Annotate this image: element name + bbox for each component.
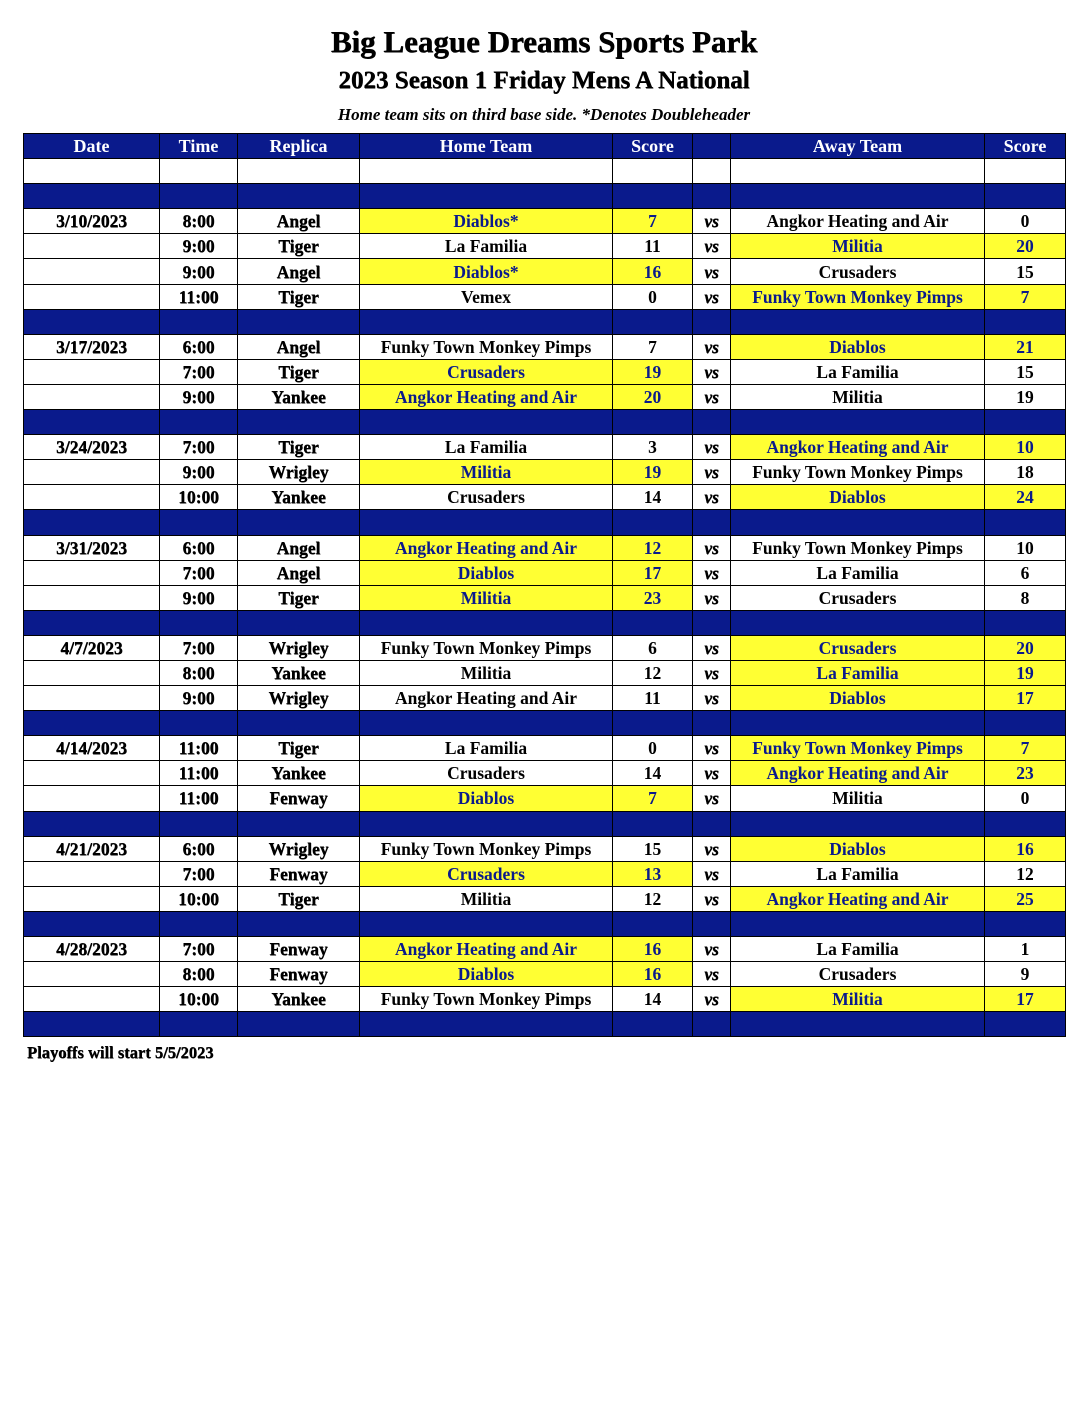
game-replica: Yankee bbox=[238, 660, 360, 685]
away-score: 1 bbox=[985, 937, 1066, 962]
away-score: 15 bbox=[985, 259, 1066, 284]
game-date: 3/24/2023 bbox=[24, 435, 160, 460]
separator-row bbox=[24, 309, 1066, 334]
home-score: 16 bbox=[613, 259, 693, 284]
vs-label: vs bbox=[693, 435, 731, 460]
home-team: Funky Town Monkey Pimps bbox=[360, 635, 613, 660]
home-score: 12 bbox=[613, 660, 693, 685]
game-date bbox=[24, 987, 160, 1012]
away-team: Diablos bbox=[731, 334, 985, 359]
table-row bbox=[24, 284, 1066, 309]
game-date: 3/31/2023 bbox=[24, 535, 160, 560]
away-team: Militia bbox=[731, 234, 985, 259]
game-replica: Yankee bbox=[238, 485, 360, 510]
home-team: Crusaders bbox=[360, 761, 613, 786]
away-team: Angkor Heating and Air bbox=[731, 209, 985, 234]
home-team: Militia bbox=[360, 460, 613, 485]
away-score: 24 bbox=[985, 485, 1066, 510]
away-team: Militia bbox=[731, 987, 985, 1012]
home-team: Angkor Heating and Air bbox=[360, 535, 613, 560]
separator-row bbox=[24, 610, 1066, 635]
table-row bbox=[24, 761, 1066, 786]
away-team: La Familia bbox=[731, 937, 985, 962]
vs-label: vs bbox=[693, 585, 731, 610]
game-replica: Tiger bbox=[238, 585, 360, 610]
separator-row bbox=[24, 510, 1066, 535]
away-team: Diablos bbox=[731, 686, 985, 711]
away-score: 23 bbox=[985, 761, 1066, 786]
home-score: 3 bbox=[613, 435, 693, 460]
page-title: Big League Dreams Sports Park bbox=[330, 24, 758, 59]
away-score: 0 bbox=[985, 209, 1066, 234]
game-time: 8:00 bbox=[160, 209, 238, 234]
game-date bbox=[24, 560, 160, 585]
game-time: 9:00 bbox=[160, 460, 238, 485]
separator-row bbox=[24, 410, 1066, 435]
vs-label: vs bbox=[693, 761, 731, 786]
away-score: 25 bbox=[985, 886, 1066, 911]
game-date bbox=[24, 284, 160, 309]
home-team: Crusaders bbox=[360, 485, 613, 510]
col-header-time: Time bbox=[160, 134, 238, 159]
game-time: 8:00 bbox=[160, 962, 238, 987]
game-replica: Fenway bbox=[238, 937, 360, 962]
game-time: 11:00 bbox=[160, 761, 238, 786]
vs-label: vs bbox=[693, 836, 731, 861]
game-date bbox=[24, 786, 160, 811]
table-row bbox=[24, 209, 1066, 234]
table-row bbox=[24, 334, 1066, 359]
col-header-date: Date bbox=[24, 134, 160, 159]
home-team: Crusaders bbox=[360, 359, 613, 384]
home-score: 17 bbox=[613, 560, 693, 585]
vs-label: vs bbox=[693, 384, 731, 409]
game-replica: Tiger bbox=[238, 886, 360, 911]
away-team: Crusaders bbox=[731, 962, 985, 987]
schedule-note: Home team sits on third base side. *Denotes Doubleheader bbox=[337, 105, 751, 124]
home-team: La Familia bbox=[360, 234, 613, 259]
game-date: 3/17/2023 bbox=[24, 334, 160, 359]
game-time: 7:00 bbox=[160, 937, 238, 962]
game-replica: Yankee bbox=[238, 384, 360, 409]
vs-label: vs bbox=[693, 234, 731, 259]
home-team: Diablos bbox=[360, 560, 613, 585]
away-team: Diablos bbox=[731, 836, 985, 861]
home-team: Vemex bbox=[360, 284, 613, 309]
game-date bbox=[24, 259, 160, 284]
table-row bbox=[24, 435, 1066, 460]
game-replica: Angel bbox=[238, 259, 360, 284]
blank-row bbox=[24, 159, 1066, 184]
home-team: Funky Town Monkey Pimps bbox=[360, 987, 613, 1012]
game-time: 11:00 bbox=[160, 736, 238, 761]
game-date bbox=[24, 861, 160, 886]
away-score: 20 bbox=[985, 635, 1066, 660]
vs-label: vs bbox=[693, 560, 731, 585]
game-time: 11:00 bbox=[160, 786, 238, 811]
game-date: 4/7/2023 bbox=[24, 635, 160, 660]
col-header-away-team: Away Team bbox=[731, 134, 985, 159]
game-time: 7:00 bbox=[160, 861, 238, 886]
away-team: Militia bbox=[731, 384, 985, 409]
home-score: 13 bbox=[613, 861, 693, 886]
game-replica: Wrigley bbox=[238, 836, 360, 861]
table-row bbox=[24, 736, 1066, 761]
away-score: 7 bbox=[985, 284, 1066, 309]
game-time: 10:00 bbox=[160, 987, 238, 1012]
game-replica: Tiger bbox=[238, 234, 360, 259]
game-date bbox=[24, 686, 160, 711]
page-subtitle: 2023 Season 1 Friday Mens A National bbox=[338, 67, 750, 94]
home-team: La Familia bbox=[360, 435, 613, 460]
table-header-row bbox=[24, 134, 1066, 159]
game-replica: Fenway bbox=[238, 962, 360, 987]
away-score: 19 bbox=[985, 660, 1066, 685]
vs-label: vs bbox=[693, 485, 731, 510]
game-time: 6:00 bbox=[160, 334, 238, 359]
home-team: Militia bbox=[360, 660, 613, 685]
schedule-body bbox=[24, 159, 1066, 1037]
game-replica: Wrigley bbox=[238, 460, 360, 485]
game-replica: Tiger bbox=[238, 435, 360, 460]
table-row bbox=[24, 535, 1066, 560]
game-time: 9:00 bbox=[160, 234, 238, 259]
away-score: 0 bbox=[985, 786, 1066, 811]
home-score: 16 bbox=[613, 962, 693, 987]
game-date bbox=[24, 660, 160, 685]
separator-row bbox=[24, 1012, 1066, 1037]
away-score: 9 bbox=[985, 962, 1066, 987]
game-time: 6:00 bbox=[160, 535, 238, 560]
vs-label: vs bbox=[693, 660, 731, 685]
home-team: Angkor Heating and Air bbox=[360, 384, 613, 409]
game-date bbox=[24, 234, 160, 259]
away-team: Militia bbox=[731, 786, 985, 811]
game-time: 7:00 bbox=[160, 560, 238, 585]
table-row bbox=[24, 861, 1066, 886]
home-score: 16 bbox=[613, 937, 693, 962]
away-team: Angkor Heating and Air bbox=[731, 886, 985, 911]
table-row bbox=[24, 635, 1066, 660]
vs-label: vs bbox=[693, 284, 731, 309]
home-team: Militia bbox=[360, 886, 613, 911]
table-row bbox=[24, 384, 1066, 409]
home-score: 14 bbox=[613, 987, 693, 1012]
separator-row bbox=[24, 811, 1066, 836]
game-date bbox=[24, 384, 160, 409]
away-score: 17 bbox=[985, 987, 1066, 1012]
away-score: 8 bbox=[985, 585, 1066, 610]
table-row bbox=[24, 962, 1066, 987]
away-score: 20 bbox=[985, 234, 1066, 259]
vs-label: vs bbox=[693, 736, 731, 761]
vs-label: vs bbox=[693, 535, 731, 560]
vs-label: vs bbox=[693, 962, 731, 987]
vs-label: vs bbox=[693, 359, 731, 384]
game-date bbox=[24, 761, 160, 786]
game-date: 4/21/2023 bbox=[24, 836, 160, 861]
home-score: 14 bbox=[613, 485, 693, 510]
game-replica: Fenway bbox=[238, 786, 360, 811]
vs-label: vs bbox=[693, 460, 731, 485]
home-score: 12 bbox=[613, 886, 693, 911]
game-replica: Fenway bbox=[238, 861, 360, 886]
col-header-replica: Replica bbox=[238, 134, 360, 159]
table-row bbox=[24, 460, 1066, 485]
game-replica: Angel bbox=[238, 334, 360, 359]
separator-row bbox=[24, 184, 1066, 209]
away-score: 6 bbox=[985, 560, 1066, 585]
game-date bbox=[24, 359, 160, 384]
game-time: 9:00 bbox=[160, 384, 238, 409]
game-time: 10:00 bbox=[160, 485, 238, 510]
vs-label: vs bbox=[693, 786, 731, 811]
away-team: Funky Town Monkey Pimps bbox=[731, 736, 985, 761]
home-score: 7 bbox=[613, 209, 693, 234]
game-date bbox=[24, 585, 160, 610]
vs-label: vs bbox=[693, 259, 731, 284]
home-team: Diablos bbox=[360, 962, 613, 987]
away-score: 17 bbox=[985, 686, 1066, 711]
game-date bbox=[24, 460, 160, 485]
home-score: 23 bbox=[613, 585, 693, 610]
home-score: 14 bbox=[613, 761, 693, 786]
col-header-vs bbox=[693, 134, 731, 159]
col-header-home-team: Home Team bbox=[360, 134, 613, 159]
game-date bbox=[24, 886, 160, 911]
vs-label: vs bbox=[693, 886, 731, 911]
away-score: 10 bbox=[985, 435, 1066, 460]
game-replica: Angel bbox=[238, 535, 360, 560]
away-team: Funky Town Monkey Pimps bbox=[731, 535, 985, 560]
home-score: 11 bbox=[613, 686, 693, 711]
home-score: 6 bbox=[613, 635, 693, 660]
away-score: 19 bbox=[985, 384, 1066, 409]
home-team: Funky Town Monkey Pimps bbox=[360, 334, 613, 359]
game-date: 4/28/2023 bbox=[24, 937, 160, 962]
away-team: La Familia bbox=[731, 660, 985, 685]
game-time: 9:00 bbox=[160, 686, 238, 711]
table-row bbox=[24, 886, 1066, 911]
game-replica: Angel bbox=[238, 560, 360, 585]
separator-row bbox=[24, 911, 1066, 936]
away-score: 7 bbox=[985, 736, 1066, 761]
away-team: Crusaders bbox=[731, 585, 985, 610]
home-team: Diablos* bbox=[360, 209, 613, 234]
vs-label: vs bbox=[693, 937, 731, 962]
table-row bbox=[24, 686, 1066, 711]
game-time: 9:00 bbox=[160, 259, 238, 284]
home-team: Funky Town Monkey Pimps bbox=[360, 836, 613, 861]
game-replica: Tiger bbox=[238, 284, 360, 309]
table-row bbox=[24, 836, 1066, 861]
game-replica: Wrigley bbox=[238, 635, 360, 660]
table-row bbox=[24, 585, 1066, 610]
game-date bbox=[24, 962, 160, 987]
table-row bbox=[24, 660, 1066, 685]
vs-label: vs bbox=[693, 861, 731, 886]
away-team: La Familia bbox=[731, 861, 985, 886]
home-team: Angkor Heating and Air bbox=[360, 937, 613, 962]
table-row bbox=[24, 987, 1066, 1012]
vs-label: vs bbox=[693, 987, 731, 1012]
home-team: La Familia bbox=[360, 736, 613, 761]
away-team: Diablos bbox=[731, 485, 985, 510]
game-replica: Yankee bbox=[238, 987, 360, 1012]
vs-label: vs bbox=[693, 334, 731, 359]
table-row bbox=[24, 560, 1066, 585]
home-team: Militia bbox=[360, 585, 613, 610]
table-row bbox=[24, 786, 1066, 811]
game-time: 8:00 bbox=[160, 660, 238, 685]
game-time: 9:00 bbox=[160, 585, 238, 610]
col-header-away-score: Score bbox=[985, 134, 1066, 159]
away-score: 15 bbox=[985, 359, 1066, 384]
table-row bbox=[24, 359, 1066, 384]
home-score: 12 bbox=[613, 535, 693, 560]
separator-row bbox=[24, 711, 1066, 736]
away-team: Crusaders bbox=[731, 259, 985, 284]
table-row bbox=[24, 259, 1066, 284]
game-time: 7:00 bbox=[160, 359, 238, 384]
vs-label: vs bbox=[693, 635, 731, 660]
home-team: Angkor Heating and Air bbox=[360, 686, 613, 711]
home-score: 7 bbox=[613, 334, 693, 359]
vs-label: vs bbox=[693, 686, 731, 711]
away-score: 10 bbox=[985, 535, 1066, 560]
game-replica: Tiger bbox=[238, 736, 360, 761]
game-date: 4/14/2023 bbox=[24, 736, 160, 761]
away-team: Angkor Heating and Air bbox=[731, 435, 985, 460]
away-score: 21 bbox=[985, 334, 1066, 359]
home-score: 0 bbox=[613, 736, 693, 761]
away-score: 18 bbox=[985, 460, 1066, 485]
game-time: 7:00 bbox=[160, 435, 238, 460]
game-date bbox=[24, 485, 160, 510]
game-time: 11:00 bbox=[160, 284, 238, 309]
home-team: Diablos bbox=[360, 786, 613, 811]
home-score: 0 bbox=[613, 284, 693, 309]
game-replica: Angel bbox=[238, 209, 360, 234]
home-team: Crusaders bbox=[360, 861, 613, 886]
home-score: 15 bbox=[613, 836, 693, 861]
table-row bbox=[24, 937, 1066, 962]
playoffs-note: Playoffs will start 5/5/2023 bbox=[27, 1043, 214, 1062]
away-team: Funky Town Monkey Pimps bbox=[731, 460, 985, 485]
game-time: 10:00 bbox=[160, 886, 238, 911]
home-score: 19 bbox=[613, 359, 693, 384]
table-row bbox=[24, 485, 1066, 510]
home-score: 11 bbox=[613, 234, 693, 259]
away-team: Angkor Heating and Air bbox=[731, 761, 985, 786]
home-score: 7 bbox=[613, 786, 693, 811]
home-team: Diablos* bbox=[360, 259, 613, 284]
game-replica: Yankee bbox=[238, 761, 360, 786]
home-score: 20 bbox=[613, 384, 693, 409]
game-time: 7:00 bbox=[160, 635, 238, 660]
away-score: 12 bbox=[985, 861, 1066, 886]
game-time: 6:00 bbox=[160, 836, 238, 861]
col-header-home-score: Score bbox=[613, 134, 693, 159]
game-replica: Tiger bbox=[238, 359, 360, 384]
away-team: Funky Town Monkey Pimps bbox=[731, 284, 985, 309]
away-score: 16 bbox=[985, 836, 1066, 861]
away-team: Crusaders bbox=[731, 635, 985, 660]
vs-label: vs bbox=[693, 209, 731, 234]
home-score: 19 bbox=[613, 460, 693, 485]
game-replica: Wrigley bbox=[238, 686, 360, 711]
table-row bbox=[24, 234, 1066, 259]
away-team: La Familia bbox=[731, 359, 985, 384]
away-team: La Familia bbox=[731, 560, 985, 585]
game-date: 3/10/2023 bbox=[24, 209, 160, 234]
schedule-table bbox=[23, 133, 1066, 1037]
